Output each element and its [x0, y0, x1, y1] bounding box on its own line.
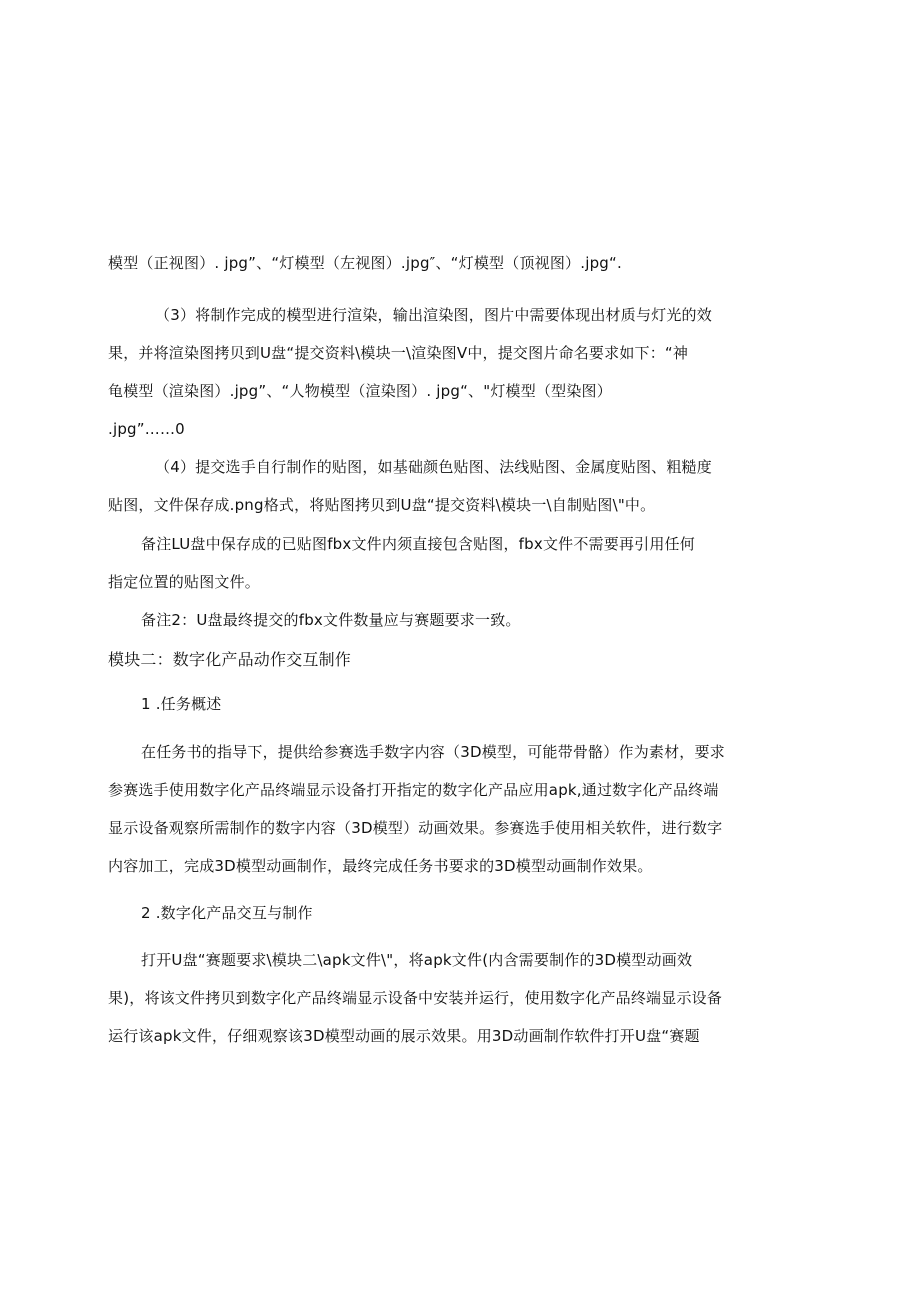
paragraph-item-4-line-2: 贴图，文件保存成.png格式，将贴图拷贝到U盘“提交资料\模块一\自制贴图\"中。: [108, 496, 656, 514]
overview-line-1: 在任务书的指导下，提供给参赛选手数字内容（3D模型，可能带骨骼）作为素材，要求: [141, 743, 725, 761]
paragraph-item-3-line-1: （3）将制作完成的模型进行渲染，输出渲染图，图片中需要体现出材质与灯光的效: [155, 306, 712, 324]
interaction-line-3: 运行该apk文件，仔细观察该3D模型动画的展示效果。用3D动画制作软件打开U盘“赛题: [108, 1027, 700, 1045]
module-2-heading: 模块二：数字化产品动作交互制作: [108, 650, 352, 669]
section-2-heading: 2 .数字化产品交互与制作: [141, 904, 313, 922]
paragraph-item-3-line-3: 龟模型（渲染图）.jpg”、“人物模型（渲染图）. jpg“、"灯模型（型染图）: [108, 382, 612, 400]
paragraph-item-3-line-2: 果，并将渲染图拷贝到U盘“提交资料\模块一\渲染图V中，提交图片命名要求如下：“神: [108, 344, 689, 362]
overview-line-4: 内容加工，完成3D模型动画制作，最终完成任务书要求的3D模型动画制作效果。: [108, 857, 653, 875]
text-line-filenames-cont: 模型（正视图）. jpg”、“灯模型（左视图）.jpg″、“灯模型（顶视图）.jpg“.: [108, 254, 622, 272]
overview-line-3: 显示设备观察所需制作的数字内容（3D模型）动画效果。参赛选手使用相关软件，进行数字: [108, 819, 723, 837]
note-1-line-2: 指定位置的贴图文件。: [108, 573, 261, 591]
section-1-heading: 1 .任务概述: [141, 695, 222, 713]
note-1-line-1: 备注LU盘中保存成的已贴图fbx文件内须直接包含贴图，fbx文件不需要再引用任何: [141, 535, 695, 553]
interaction-line-2: 果)，将该文件拷贝到数字化产品终端显示设备中安装并运行，使用数字化产品终端显示设备: [108, 989, 723, 1007]
note-2: 备注2：U盘最终提交的fbx文件数量应与赛题要求一致。: [141, 611, 521, 629]
paragraph-item-3-line-4: .jpg”……0: [108, 420, 185, 438]
paragraph-item-4-line-1: （4）提交选手自行制作的贴图，如基础颜色贴图、法线贴图、金属度贴图、粗糙度: [155, 458, 712, 476]
interaction-line-1: 打开U盘“赛题要求\模块二\apk文件\"，将apk文件(内含需要制作的3D模型动画效: [141, 951, 693, 969]
overview-line-2: 参赛选手使用数字化产品终端显示设备打开指定的数字化产品应用apk,通过数字化产品终端: [108, 781, 719, 799]
